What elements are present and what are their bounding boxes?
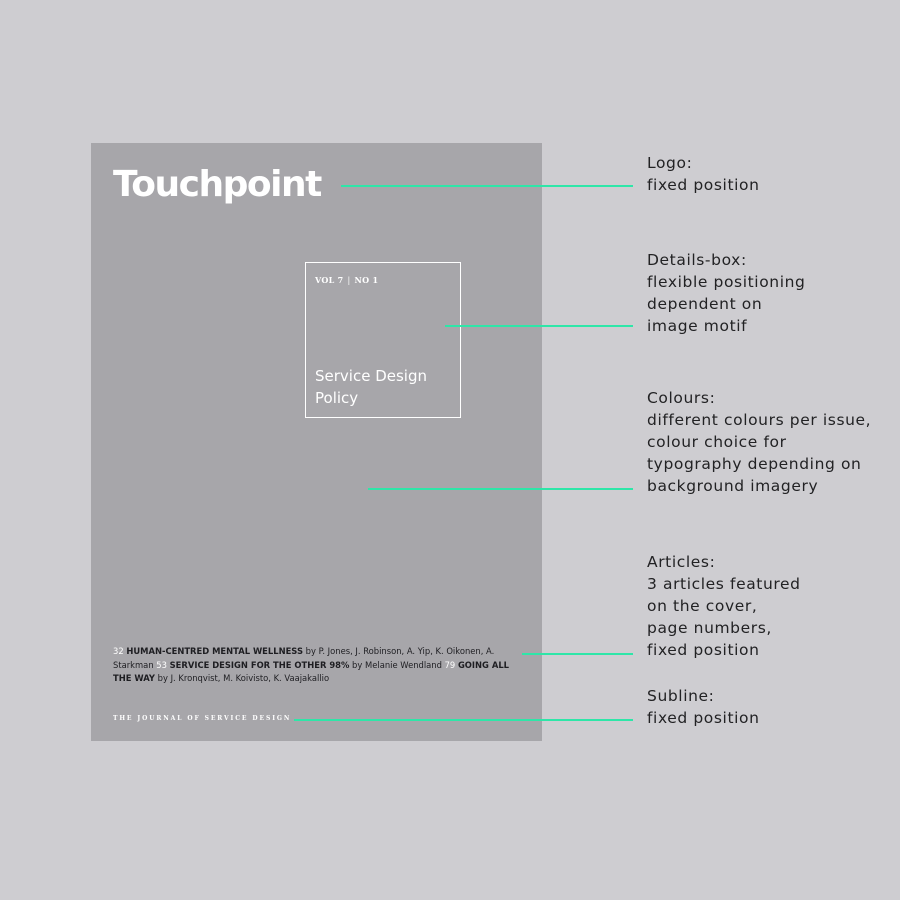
annotation-line: flexible positioning [647, 273, 806, 291]
leader-line-logo [341, 185, 633, 187]
annotation-line: different colours per issue, [647, 411, 872, 429]
issue-separator: | [347, 276, 351, 285]
annotation-line: on the cover, [647, 597, 758, 615]
article-title: HUMAN-CENTRED MENTAL WELLNESS [126, 646, 303, 656]
annotation-line: dependent on [647, 295, 763, 313]
cover-subline: THE JOURNAL OF SERVICE DESIGN [113, 715, 292, 722]
leader-line-details-box [445, 325, 633, 327]
annotation-line: typography depending on [647, 455, 862, 473]
leader-line-colours [368, 488, 633, 490]
annotation-line: fixed position [647, 641, 760, 659]
annotation-details-box [647, 249, 805, 337]
annotation-line: 3 articles featured [647, 575, 801, 593]
annotation-line: fixed position [647, 709, 760, 727]
annotation-line: Subline: [647, 687, 715, 705]
article-authors: by J. Kronqvist, M. Koivisto, K. Vaajakallio [154, 673, 330, 683]
article-authors: by Melanie Wendland [349, 659, 445, 670]
annotation-logo [647, 152, 760, 196]
article-title: GOING ALL THE WAY [113, 659, 510, 683]
annotation-line: Articles: [647, 553, 716, 571]
annotation-colours [647, 387, 871, 497]
featured-articles [113, 645, 523, 686]
leader-line-articles [522, 653, 633, 655]
issue-number [315, 275, 378, 285]
issue-no: NO 1 [354, 275, 379, 285]
annotation-line: page numbers, [647, 619, 772, 637]
annotation-line: Details-box: [647, 251, 747, 269]
annotation-line: image motif [647, 317, 748, 335]
article-page-number: 79 [444, 659, 456, 670]
annotation-subline [647, 685, 760, 729]
article-page-number: 53 [156, 659, 167, 670]
annotation-line: colour choice for [647, 433, 787, 451]
magazine-cover [91, 143, 542, 741]
annotation-line: Logo: [647, 154, 693, 172]
annotation-line: Colours: [647, 389, 716, 407]
annotation-line: fixed position [647, 176, 760, 194]
article-page-number: 32 [113, 646, 124, 656]
article-authors: by P. Jones, J. Robinson, A. Yip, K. Oikonen, A. Starkman [113, 646, 495, 670]
annotation-articles [647, 551, 801, 661]
cover-logo: Touchpoint [113, 164, 321, 205]
details-box [305, 262, 461, 418]
leader-line-subline [294, 719, 633, 721]
issue-theme-title: Service Design Policy [315, 367, 427, 407]
annotation-line: background imagery [647, 477, 819, 495]
issue-vol: VOL 7 [315, 275, 344, 285]
article-title: SERVICE DESIGN FOR THE OTHER 98% [169, 659, 350, 670]
